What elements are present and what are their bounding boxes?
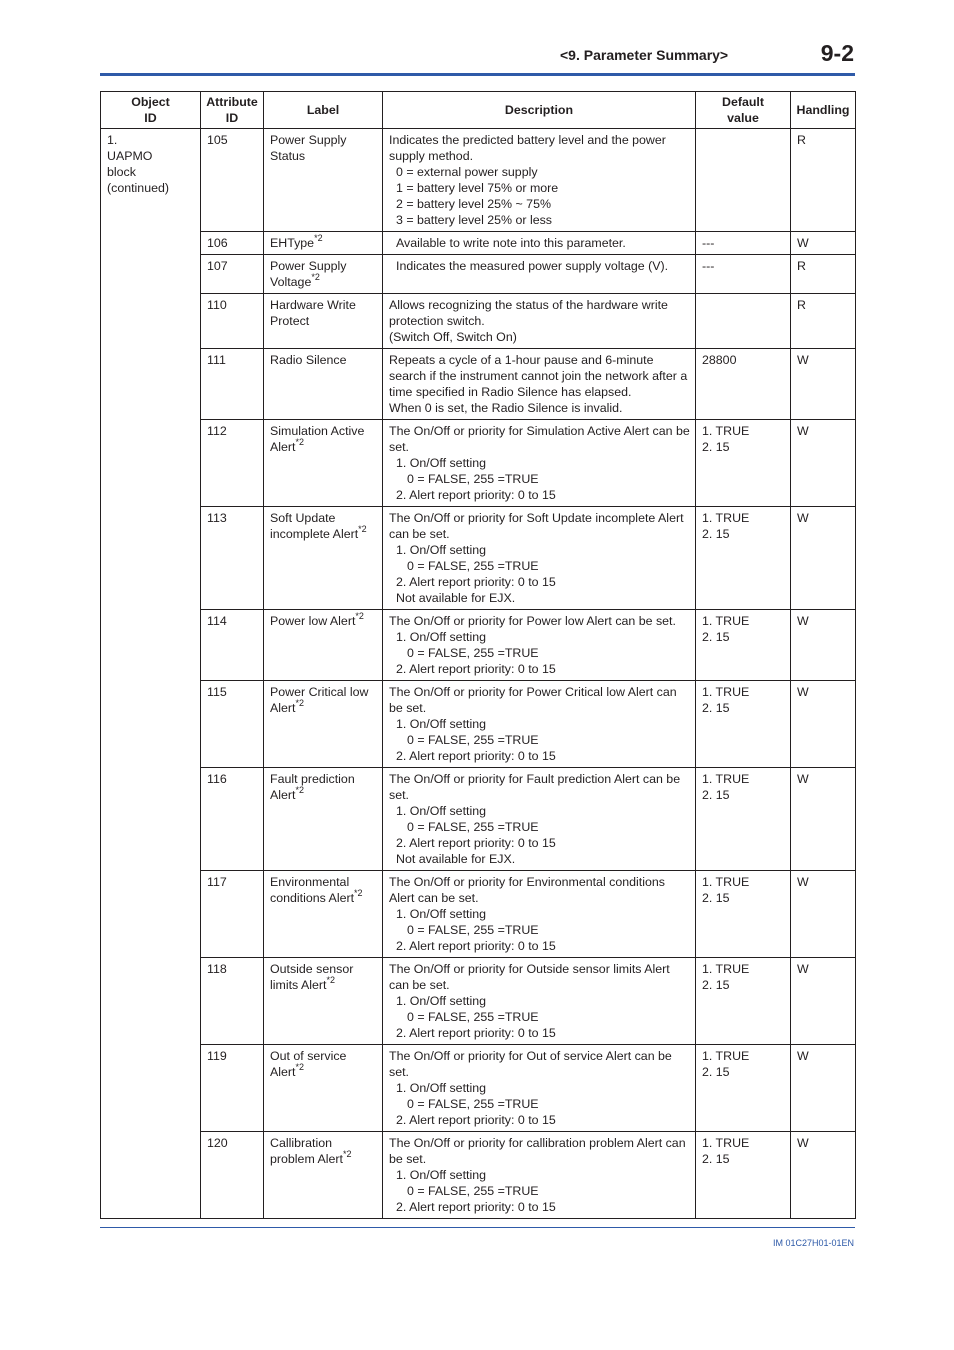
description-cell (383, 1045, 696, 1132)
col-header-handling: Handling (791, 92, 856, 129)
description-line: The On/Off or priority for Power low Alert can be set. (389, 614, 676, 628)
label-text: EHType (270, 236, 315, 250)
description-line: (Switch Off, Switch On) (389, 330, 517, 344)
default-value-text: --- (702, 259, 715, 273)
table-row (101, 349, 856, 420)
attribute-id-cell: 114 (201, 610, 264, 681)
footnote-marker: *2 (295, 697, 304, 708)
attribute-id-cell: 113 (201, 507, 264, 610)
default-value-text: 28800 (702, 353, 737, 367)
handling-cell: W (791, 507, 856, 610)
handling-cell: W (791, 232, 856, 255)
handling-cell: W (791, 871, 856, 958)
col-header-attribute-id: Attribute ID (201, 92, 264, 129)
description-line: 1. On/Off setting (396, 804, 486, 818)
attribute-id-cell: 110 (201, 294, 264, 349)
description-line: 1. On/Off setting (396, 1168, 486, 1182)
label-text: Outside sensor limits Alert (270, 962, 354, 992)
table-row (101, 610, 856, 681)
footnote-marker: *2 (295, 1061, 304, 1072)
attribute-id-cell: 115 (201, 681, 264, 768)
label-cell (264, 349, 383, 420)
description-line: 2. Alert report priority: 0 to 15 (396, 1113, 556, 1127)
default-value-cell (696, 681, 791, 768)
footnote-marker: *2 (355, 610, 364, 621)
table-row (101, 129, 856, 232)
description-cell (383, 871, 696, 958)
description-line: 2 = battery level 25% ~ 75% (396, 197, 551, 211)
attribute-id-cell: 111 (201, 349, 264, 420)
footnote-marker: *2 (314, 232, 323, 243)
description-line: 0 = FALSE, 255 =TRUE (407, 472, 539, 486)
table-row (101, 294, 856, 349)
description-line: The On/Off or priority for callibration problem Alert can be set. (389, 1136, 690, 1166)
col-header-default-value: Default value (696, 92, 791, 129)
attribute-id-cell: 117 (201, 871, 264, 958)
description-line: 1. On/Off setting (396, 717, 486, 731)
label-cell (264, 1045, 383, 1132)
label-cell (264, 681, 383, 768)
label-cell (264, 610, 383, 681)
description-line: Available to write note into this parameter. (396, 236, 626, 250)
label-cell (264, 768, 383, 871)
description-cell (383, 610, 696, 681)
description-line: 0 = FALSE, 255 =TRUE (407, 1184, 539, 1198)
handling-cell: W (791, 958, 856, 1045)
label-text: Callibration problem Alert (270, 1136, 344, 1166)
col-header-description: Description (383, 92, 696, 129)
default-value-cell (696, 507, 791, 610)
description-line: 1. On/Off setting (396, 630, 486, 644)
table-row (101, 232, 856, 255)
description-cell (383, 768, 696, 871)
label-text: Environmental conditions Alert (270, 875, 355, 905)
description-line: 0 = FALSE, 255 =TRUE (407, 923, 539, 937)
default-value-text: 1. TRUE 2. 15 (702, 875, 750, 905)
description-cell (383, 349, 696, 420)
label-text: Out of service Alert (270, 1049, 347, 1079)
handling-cell: W (791, 1045, 856, 1132)
description-cell (383, 294, 696, 349)
description-line: The On/Off or priority for Out of service Alert can be set. (389, 1049, 676, 1079)
default-value-cell (696, 1132, 791, 1219)
label-cell (264, 129, 383, 232)
table-row (101, 255, 856, 294)
description-cell (383, 420, 696, 507)
description-line: The On/Off or priority for Environmental conditions Alert can be set. (389, 875, 668, 905)
table-row (101, 958, 856, 1045)
description-line: 1. On/Off setting (396, 1081, 486, 1095)
description-line: 1. On/Off setting (396, 543, 486, 557)
handling-cell: W (791, 420, 856, 507)
description-line: The On/Off or priority for Fault prediction Alert can be set. (389, 772, 684, 802)
description-line: 0 = FALSE, 255 =TRUE (407, 646, 539, 660)
default-value-cell (696, 768, 791, 871)
default-value-cell (696, 349, 791, 420)
label-text: Power Critical low Alert (270, 685, 369, 715)
footer-divider (100, 1227, 855, 1228)
default-value-cell (696, 129, 791, 232)
description-line: 1. On/Off setting (396, 907, 486, 921)
default-value-text: 1. TRUE 2. 15 (702, 511, 750, 541)
table-row (101, 1132, 856, 1219)
label-cell (264, 1132, 383, 1219)
description-line: 0 = FALSE, 255 =TRUE (407, 733, 539, 747)
description-line: 2. Alert report priority: 0 to 15 (396, 749, 556, 763)
handling-cell: W (791, 1132, 856, 1219)
handling-cell: W (791, 349, 856, 420)
default-value-text: 1. TRUE 2. 15 (702, 1136, 750, 1166)
default-value-cell (696, 958, 791, 1045)
handling-cell: W (791, 768, 856, 871)
label-text: Power low Alert (270, 614, 356, 628)
description-cell (383, 1132, 696, 1219)
description-line: 2. Alert report priority: 0 to 15 (396, 1026, 556, 1040)
description-cell (383, 255, 696, 294)
handling-cell: R (791, 129, 856, 232)
footnote-marker: *2 (326, 974, 335, 985)
default-value-cell (696, 610, 791, 681)
description-line: 2. Alert report priority: 0 to 15 (396, 1200, 556, 1214)
handling-cell: W (791, 681, 856, 768)
default-value-text: 1. TRUE 2. 15 (702, 772, 750, 802)
description-line: The On/Off or priority for Outside sensor limits Alert can be set. (389, 962, 674, 992)
description-line: Not available for EJX. (396, 852, 516, 866)
label-text: Simulation Active Alert (270, 424, 365, 454)
description-line: 0 = external power supply (396, 165, 538, 179)
description-line: Indicates the predicted battery level and the power supply method. (389, 133, 670, 163)
object-id-cell (101, 129, 201, 1219)
footnote-marker: *2 (295, 436, 304, 447)
description-cell (383, 507, 696, 610)
label-text: Radio Silence (270, 353, 347, 367)
description-line: Indicates the measured power supply voltage (V). (396, 259, 669, 273)
table-header (101, 92, 856, 129)
description-line: Allows recognizing the status of the hardware write protection switch. (389, 298, 672, 328)
description-line: The On/Off or priority for Simulation Active Alert can be set. (389, 424, 694, 454)
label-cell (264, 871, 383, 958)
description-line: 0 = FALSE, 255 =TRUE (407, 1097, 539, 1111)
default-value-cell (696, 255, 791, 294)
label-cell (264, 255, 383, 294)
table-row (101, 1045, 856, 1132)
description-line: 2. Alert report priority: 0 to 15 (396, 488, 556, 502)
handling-cell: R (791, 294, 856, 349)
default-value-text: 1. TRUE 2. 15 (702, 962, 750, 992)
description-line: Not available for EJX. (396, 591, 516, 605)
description-line: When 0 is set, the Radio Silence is invalid. (389, 401, 623, 415)
default-value-cell (696, 420, 791, 507)
document-id: IM 01C27H01-01EN (772, 1238, 854, 1248)
default-value-cell (696, 232, 791, 255)
parameter-table (100, 91, 856, 1219)
description-cell (383, 129, 696, 232)
default-value-text: 1. TRUE 2. 15 (702, 424, 750, 454)
attribute-id-cell: 116 (201, 768, 264, 871)
footnote-marker: *2 (354, 887, 363, 898)
description-cell (383, 958, 696, 1045)
table-body (101, 129, 856, 1219)
table-row (101, 768, 856, 871)
label-text: Soft Update incomplete Alert (270, 511, 359, 541)
description-line: 0 = FALSE, 255 =TRUE (407, 559, 539, 573)
handling-cell: R (791, 255, 856, 294)
description-cell (383, 232, 696, 255)
default-value-text: 1. TRUE 2. 15 (702, 685, 750, 715)
handling-cell: W (791, 610, 856, 681)
label-text: Fault prediction Alert (270, 772, 355, 802)
description-line: 2. Alert report priority: 0 to 15 (396, 575, 556, 589)
footnote-marker: *2 (343, 1148, 352, 1159)
attribute-id-cell: 105 (201, 129, 264, 232)
attribute-id-cell: 107 (201, 255, 264, 294)
table-row (101, 507, 856, 610)
description-line: 1. On/Off setting (396, 994, 486, 1008)
description-line: 3 = battery level 25% or less (396, 213, 552, 227)
description-cell (383, 681, 696, 768)
table-row (101, 420, 856, 507)
default-value-cell (696, 294, 791, 349)
description-line: 0 = FALSE, 255 =TRUE (407, 1010, 539, 1024)
col-header-object-id: Object ID (101, 92, 201, 129)
attribute-id-cell: 106 (201, 232, 264, 255)
label-text: Power Supply Status (270, 133, 347, 163)
table-row (101, 871, 856, 958)
label-text: Power Supply Voltage (270, 259, 347, 289)
footnote-marker: *2 (358, 523, 367, 534)
default-value-text: 1. TRUE 2. 15 (702, 614, 750, 644)
description-line: 2. Alert report priority: 0 to 15 (396, 939, 556, 953)
label-text: Hardware Write Protect (270, 298, 356, 328)
table-row (101, 681, 856, 768)
attribute-id-cell: 120 (201, 1132, 264, 1219)
description-line: The On/Off or priority for Power Critical low Alert can be set. (389, 685, 681, 715)
default-value-text: --- (702, 236, 715, 250)
description-line: 1 = battery level 75% or more (396, 181, 559, 195)
section-title: <9. Parameter Summary> (560, 47, 729, 63)
label-cell (264, 294, 383, 349)
object-id-text: 1. UAPMO block (continued) (107, 133, 169, 195)
label-cell (264, 507, 383, 610)
col-header-label: Label (264, 92, 383, 129)
description-line: 2. Alert report priority: 0 to 15 (396, 662, 556, 676)
description-line: 0 = FALSE, 255 =TRUE (407, 820, 539, 834)
header-divider (100, 73, 855, 76)
label-cell (264, 232, 383, 255)
description-line: 2. Alert report priority: 0 to 15 (396, 836, 556, 850)
description-line: The On/Off or priority for Soft Update incomplete Alert can be set. (389, 511, 687, 541)
attribute-id-cell: 119 (201, 1045, 264, 1132)
description-line: Repeats a cycle of a 1-hour pause and 6-minute search if the instrument cannot join the network after a time specified in Radio Silence has elapsed. (389, 353, 691, 399)
attribute-id-cell: 112 (201, 420, 264, 507)
description-line: 1. On/Off setting (396, 456, 486, 470)
label-cell (264, 420, 383, 507)
footnote-marker: *2 (311, 271, 320, 282)
default-value-text: 1. TRUE 2. 15 (702, 1049, 750, 1079)
page-number: 9-2 (820, 40, 854, 66)
label-cell (264, 958, 383, 1045)
footnote-marker: *2 (295, 784, 304, 795)
default-value-cell (696, 871, 791, 958)
default-value-cell (696, 1045, 791, 1132)
attribute-id-cell: 118 (201, 958, 264, 1045)
